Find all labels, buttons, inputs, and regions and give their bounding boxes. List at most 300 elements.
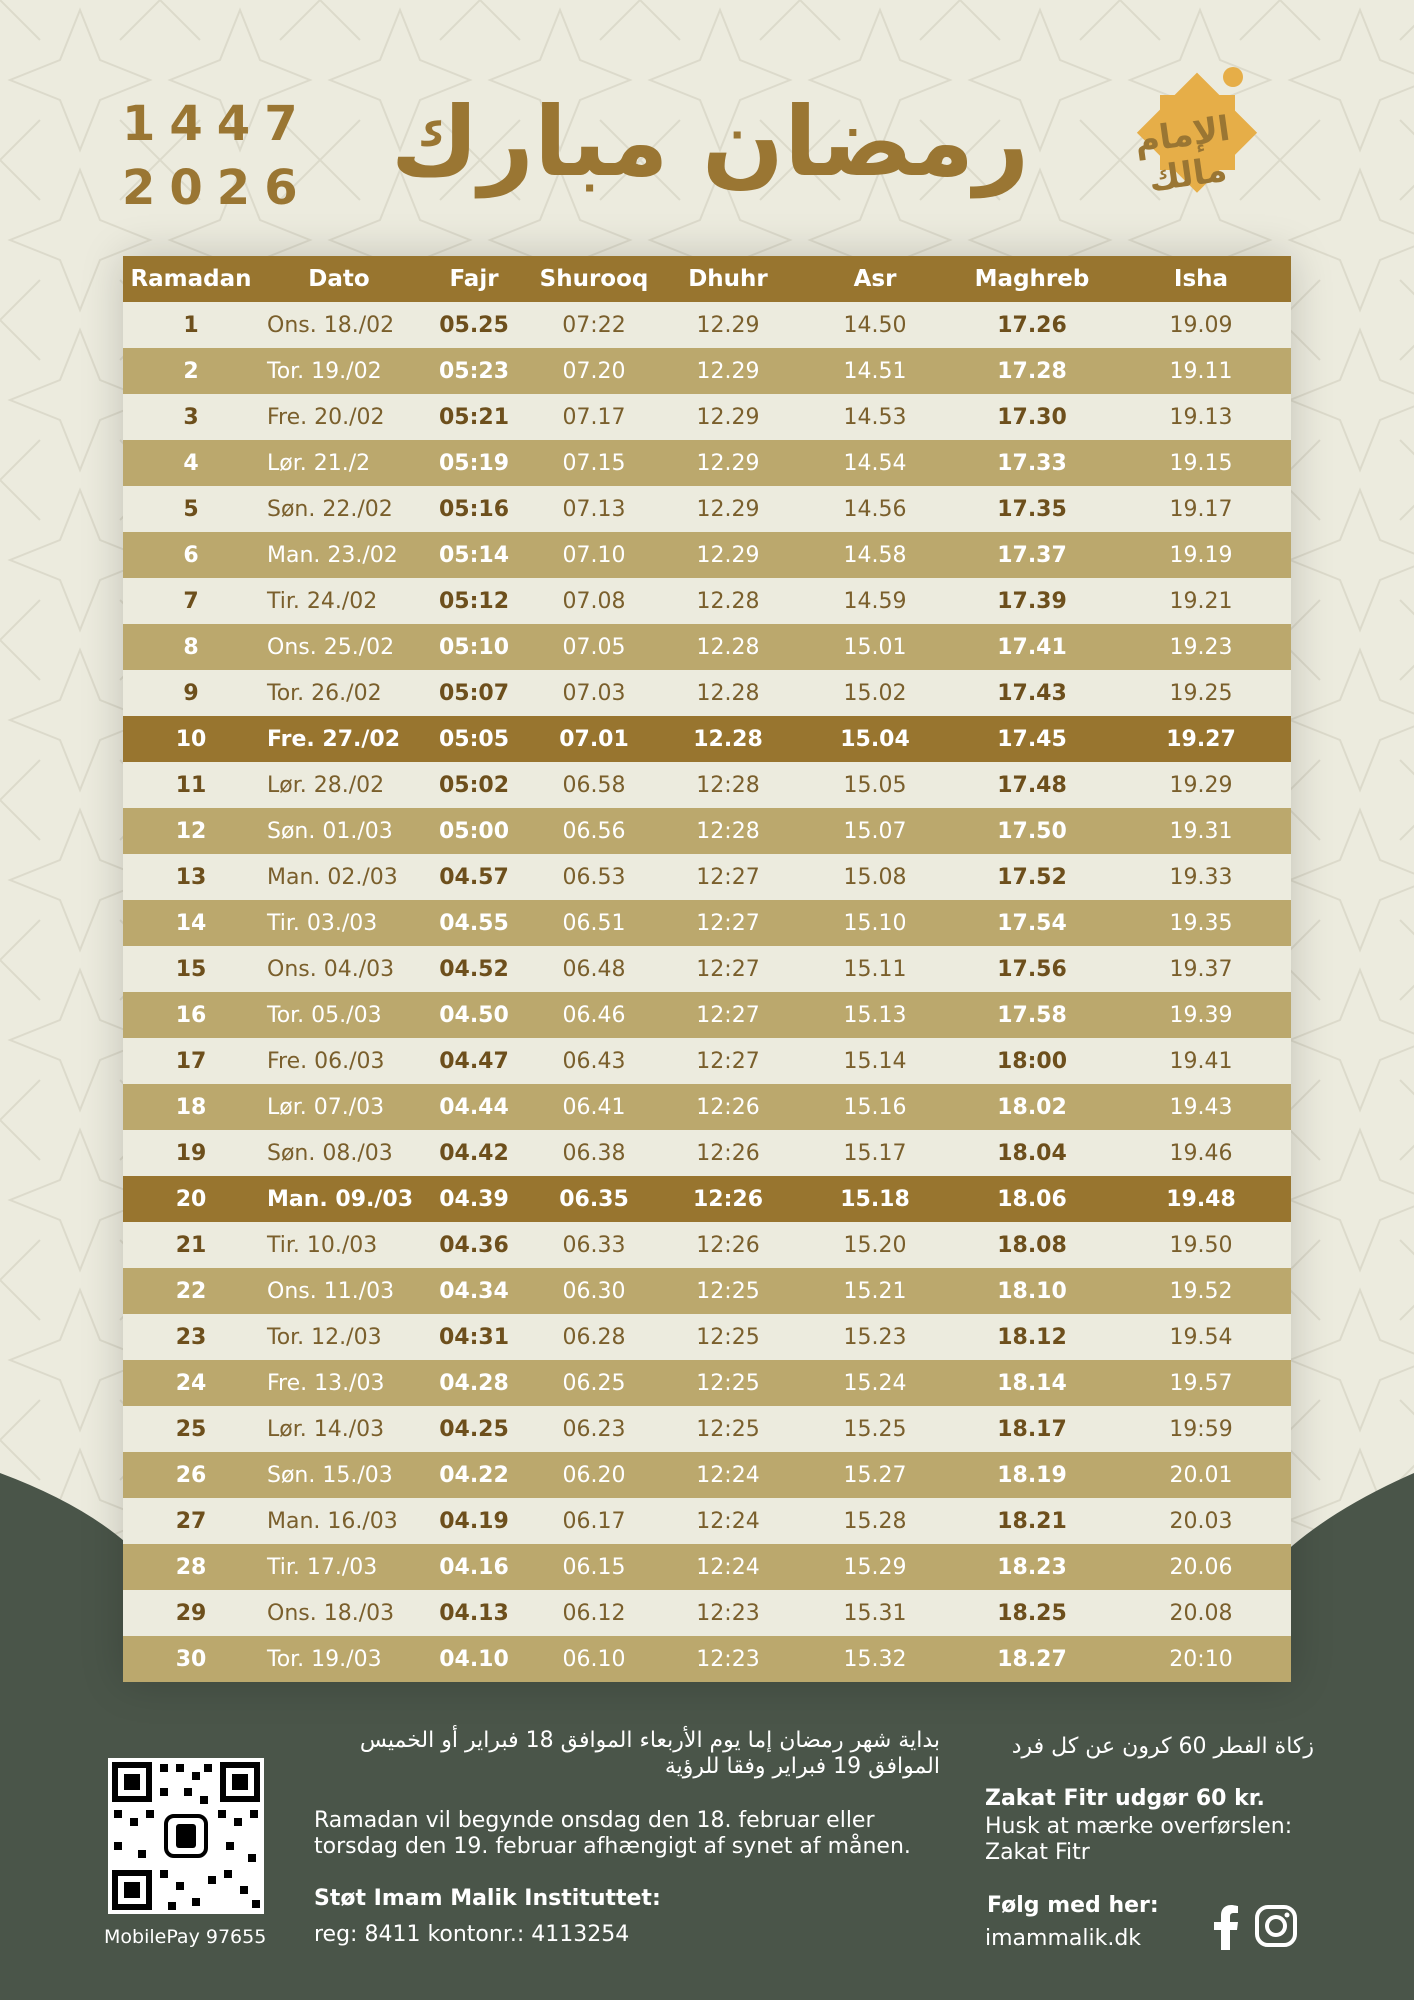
cell-day: 15 [123,946,259,992]
cell-shurooq: 06.35 [529,1176,659,1222]
cell-fajr: 04.13 [419,1590,529,1636]
cell-maghreb: 18.23 [953,1544,1111,1590]
cell-maghreb: 17.26 [953,302,1111,348]
cell-dhuhr: 12:27 [659,946,797,992]
cell-dhuhr: 12:28 [659,762,797,808]
cell-asr: 14.51 [797,348,953,394]
cell-day: 23 [123,1314,259,1360]
table-header-row [123,256,1291,302]
cell-asr: 15.27 [797,1452,953,1498]
zakat-title: Zakat Fitr udgør 60 kr. [985,1786,1265,1811]
cell-isha: 19.19 [1111,532,1291,578]
cell-asr: 15.14 [797,1038,953,1084]
cell-date: Søn. 01./03 [259,808,419,854]
cell-isha: 19.11 [1111,348,1291,394]
cell-shurooq: 06.23 [529,1406,659,1452]
table-row [123,946,1291,992]
cell-fajr: 04.10 [419,1636,529,1682]
cell-isha: 20.03 [1111,1498,1291,1544]
table-row [123,348,1291,394]
table-row [123,716,1291,762]
support-account: reg: 8411 kontonr.: 4113254 [314,1922,630,1947]
cell-asr: 15.28 [797,1498,953,1544]
cell-asr: 15.18 [797,1176,953,1222]
cell-day: 19 [123,1130,259,1176]
cell-shurooq: 06.48 [529,946,659,992]
cell-day: 29 [123,1590,259,1636]
cell-date: Søn. 22./02 [259,486,419,532]
table-row [123,1544,1291,1590]
cell-fajr: 04.44 [419,1084,529,1130]
cell-maghreb: 17.48 [953,762,1111,808]
cell-asr: 15.32 [797,1636,953,1682]
table-row [123,302,1291,348]
cell-date: Fre. 13./03 [259,1360,419,1406]
cell-asr: 15.23 [797,1314,953,1360]
cell-shurooq: 06.12 [529,1590,659,1636]
zakat-note: Husk at mærke overførslen: Zakat Fitr [985,1814,1293,1865]
cell-asr: 15.01 [797,624,953,670]
table-row [123,1498,1291,1544]
cell-maghreb: 17.39 [953,578,1111,624]
cell-fajr: 04.19 [419,1498,529,1544]
cell-fajr: 05:02 [419,762,529,808]
cell-asr: 14.56 [797,486,953,532]
cell-maghreb: 18.04 [953,1130,1111,1176]
cell-day: 3 [123,394,259,440]
imam-malik-logo [1095,55,1275,205]
cell-dhuhr: 12.28 [659,670,797,716]
cell-fajr: 04.25 [419,1406,529,1452]
cell-date: Tir. 17./03 [259,1544,419,1590]
cell-day: 28 [123,1544,259,1590]
cell-isha: 19.43 [1111,1084,1291,1130]
cell-fajr: 04.36 [419,1222,529,1268]
cell-date: Lør. 21./2 [259,440,419,486]
cell-dhuhr: 12:28 [659,808,797,854]
cell-date: Søn. 15./03 [259,1452,419,1498]
cell-date: Man. 09./03 [259,1176,419,1222]
cell-maghreb: 17.28 [953,348,1111,394]
cell-isha: 19.17 [1111,486,1291,532]
cell-dhuhr: 12:25 [659,1268,797,1314]
cell-maghreb: 17.33 [953,440,1111,486]
table-row [123,762,1291,808]
cell-shurooq: 06.28 [529,1314,659,1360]
cell-day: 14 [123,900,259,946]
cell-isha: 19.33 [1111,854,1291,900]
cell-fajr: 05:00 [419,808,529,854]
cell-asr: 14.53 [797,394,953,440]
cell-shurooq: 07.20 [529,348,659,394]
cell-asr: 14.59 [797,578,953,624]
cell-dhuhr: 12:27 [659,854,797,900]
cell-isha: 19.13 [1111,394,1291,440]
cell-day: 8 [123,624,259,670]
year-gregorian: 2026 [122,160,312,216]
cell-day: 30 [123,1636,259,1682]
cell-dhuhr: 12.29 [659,394,797,440]
cell-day: 27 [123,1498,259,1544]
table-row [123,1314,1291,1360]
cell-dhuhr: 12.28 [659,578,797,624]
header-shurooq: Shurooq [529,256,659,302]
table-row [123,1084,1291,1130]
cell-shurooq: 07.03 [529,670,659,716]
cell-dhuhr: 12:23 [659,1636,797,1682]
cell-asr: 15.24 [797,1360,953,1406]
cell-day: 24 [123,1360,259,1406]
cell-maghreb: 17.41 [953,624,1111,670]
cell-fajr: 04.42 [419,1130,529,1176]
cell-shurooq: 07.05 [529,624,659,670]
cell-day: 13 [123,854,259,900]
facebook-icon[interactable] [1212,1904,1240,1950]
cell-day: 17 [123,1038,259,1084]
cell-asr: 15.16 [797,1084,953,1130]
header-maghreb: Maghreb [953,256,1111,302]
cell-fajr: 04.16 [419,1544,529,1590]
cell-asr: 15.31 [797,1590,953,1636]
cell-day: 9 [123,670,259,716]
cell-fajr: 04.50 [419,992,529,1038]
cell-fajr: 04:31 [419,1314,529,1360]
cell-asr: 15.17 [797,1130,953,1176]
cell-dhuhr: 12:26 [659,1222,797,1268]
cell-maghreb: 18.27 [953,1636,1111,1682]
cell-isha: 20.08 [1111,1590,1291,1636]
table-row [123,578,1291,624]
table-row [123,1452,1291,1498]
cell-shurooq: 07.10 [529,532,659,578]
header-dato: Dato [259,256,419,302]
cell-dhuhr: 12:25 [659,1406,797,1452]
cell-isha: 19.31 [1111,808,1291,854]
zakat-arabic: زكاة الفطر 60 كرون عن كل فرد [1011,1734,1314,1759]
cell-day: 2 [123,348,259,394]
cell-maghreb: 18.17 [953,1406,1111,1452]
cell-date: Man. 23./02 [259,532,419,578]
cell-dhuhr: 12:27 [659,1038,797,1084]
cell-day: 18 [123,1084,259,1130]
cell-date: Fre. 20./02 [259,394,419,440]
cell-shurooq: 06.41 [529,1084,659,1130]
cell-fajr: 04.57 [419,854,529,900]
cell-date: Ons. 25./02 [259,624,419,670]
cell-fajr: 05:16 [419,486,529,532]
cell-isha: 19.25 [1111,670,1291,716]
mobilepay-qr-code[interactable] [108,1758,264,1914]
cell-day: 26 [123,1452,259,1498]
cell-shurooq: 06.38 [529,1130,659,1176]
arabic-start-text: بداية شهر رمضان إما يوم الأربعاء الموافق 18 فبراير أو الخميس الموافق 19 فبراير وفقا للرؤية [359,1728,940,1779]
table-row [123,532,1291,578]
table-row [123,1360,1291,1406]
cell-asr: 15.20 [797,1222,953,1268]
cell-date: Tor. 12./03 [259,1314,419,1360]
cell-maghreb: 18.14 [953,1360,1111,1406]
cell-dhuhr: 12:25 [659,1314,797,1360]
instagram-icon[interactable] [1254,1904,1298,1948]
cell-shurooq: 06.46 [529,992,659,1038]
table-row [123,854,1291,900]
cell-shurooq: 06.51 [529,900,659,946]
cell-shurooq: 07.01 [529,716,659,762]
cell-fajr: 05:14 [419,532,529,578]
cell-isha: 19.52 [1111,1268,1291,1314]
cell-shurooq: 06.58 [529,762,659,808]
cell-day: 7 [123,578,259,624]
cell-dhuhr: 12:25 [659,1360,797,1406]
cell-isha: 19.46 [1111,1130,1291,1176]
cell-fajr: 05:12 [419,578,529,624]
cell-isha: 19.23 [1111,624,1291,670]
cell-asr: 14.50 [797,302,953,348]
cell-dhuhr: 12:24 [659,1544,797,1590]
cell-fajr: 05.25 [419,302,529,348]
header-isha: Isha [1111,256,1291,302]
ramadan-mubarak-calligraphy [390,50,1030,230]
cell-day: 5 [123,486,259,532]
cell-maghreb: 17.45 [953,716,1111,762]
cell-shurooq: 07.08 [529,578,659,624]
cell-maghreb: 17.52 [953,854,1111,900]
mobilepay-number: MobilePay 97655 [104,1926,267,1948]
header-dhuhr: Dhuhr [659,256,797,302]
cell-dhuhr: 12.29 [659,532,797,578]
cell-shurooq: 07.17 [529,394,659,440]
cell-day: 1 [123,302,259,348]
cell-fajr: 05:21 [419,394,529,440]
cell-asr: 15.04 [797,716,953,762]
cell-date: Tor. 26./02 [259,670,419,716]
cell-shurooq: 06.15 [529,1544,659,1590]
cell-isha: 19.41 [1111,1038,1291,1084]
cell-asr: 15.13 [797,992,953,1038]
cell-isha: 20.06 [1111,1544,1291,1590]
cell-dhuhr: 12.28 [659,624,797,670]
cell-maghreb: 18:00 [953,1038,1111,1084]
cell-asr: 15.29 [797,1544,953,1590]
prayer-timetable [123,256,1291,1682]
cell-isha: 19:59 [1111,1406,1291,1452]
cell-day: 11 [123,762,259,808]
cell-maghreb: 17.58 [953,992,1111,1038]
cell-date: Ons. 18./03 [259,1590,419,1636]
cell-dhuhr: 12.29 [659,302,797,348]
cell-date: Tir. 24./02 [259,578,419,624]
cell-maghreb: 18.06 [953,1176,1111,1222]
cell-isha: 19.37 [1111,946,1291,992]
cell-day: 12 [123,808,259,854]
cell-maghreb: 18.08 [953,1222,1111,1268]
cell-asr: 15.25 [797,1406,953,1452]
cell-maghreb: 17.30 [953,394,1111,440]
cell-dhuhr: 12:26 [659,1084,797,1130]
cell-isha: 19.57 [1111,1360,1291,1406]
header-fajr: Fajr [419,256,529,302]
cell-asr: 15.10 [797,900,953,946]
cell-shurooq: 07:22 [529,302,659,348]
cell-dhuhr: 12.29 [659,440,797,486]
cell-date: Tir. 10./03 [259,1222,419,1268]
cell-fajr: 04.34 [419,1268,529,1314]
cell-day: 22 [123,1268,259,1314]
cell-isha: 19.48 [1111,1176,1291,1222]
cell-shurooq: 06.17 [529,1498,659,1544]
cell-shurooq: 06.33 [529,1222,659,1268]
cell-maghreb: 17.43 [953,670,1111,716]
cell-shurooq: 06.25 [529,1360,659,1406]
cell-date: Tor. 05./03 [259,992,419,1038]
cell-maghreb: 18.19 [953,1452,1111,1498]
cell-fajr: 05:23 [419,348,529,394]
cell-maghreb: 17.37 [953,532,1111,578]
cell-date: Søn. 08./03 [259,1130,419,1176]
cell-date: Man. 02./03 [259,854,419,900]
table-row [123,1406,1291,1452]
header-asr: Asr [797,256,953,302]
cell-asr: 14.54 [797,440,953,486]
table-row [123,670,1291,716]
cell-isha: 19.15 [1111,440,1291,486]
cell-fajr: 05:10 [419,624,529,670]
cell-dhuhr: 12:27 [659,900,797,946]
cell-fajr: 04.52 [419,946,529,992]
cell-maghreb: 17.56 [953,946,1111,992]
cell-dhuhr: 12.28 [659,716,797,762]
cell-isha: 19.54 [1111,1314,1291,1360]
cell-maghreb: 17.35 [953,486,1111,532]
table-row [123,394,1291,440]
cell-shurooq: 06.53 [529,854,659,900]
cell-day: 10 [123,716,259,762]
cell-fajr: 04.55 [419,900,529,946]
table-row [123,1038,1291,1084]
cell-shurooq: 06.10 [529,1636,659,1682]
cell-fajr: 04.22 [419,1452,529,1498]
cell-dhuhr: 12:24 [659,1452,797,1498]
table-row [123,992,1291,1038]
year-block [122,92,312,220]
danish-start-text: Ramadan vil begynde onsdag den 18. februar eller torsdag den 19. februar afhængigt af synet af månen. [314,1808,911,1859]
table-row [123,1268,1291,1314]
cell-day: 16 [123,992,259,1038]
header-ramadan: Ramadan [123,256,259,302]
cell-date: Ons. 11./03 [259,1268,419,1314]
cell-asr: 15.07 [797,808,953,854]
calligraphy-text: رمضان مبارك [390,86,1030,198]
table-row [123,1636,1291,1682]
cell-isha: 19.27 [1111,716,1291,762]
cell-date: Tor. 19./02 [259,348,419,394]
cell-dhuhr: 12.29 [659,486,797,532]
cell-date: Tir. 03./03 [259,900,419,946]
cell-asr: 15.11 [797,946,953,992]
cell-isha: 20.01 [1111,1452,1291,1498]
year-hijri: 1447 [122,96,312,152]
cell-day: 4 [123,440,259,486]
cell-day: 6 [123,532,259,578]
cell-date: Lør. 28./02 [259,762,419,808]
cell-shurooq: 07.15 [529,440,659,486]
cell-shurooq: 06.20 [529,1452,659,1498]
cell-fajr: 05:05 [419,716,529,762]
cell-shurooq: 07.13 [529,486,659,532]
cell-maghreb: 17.54 [953,900,1111,946]
cell-asr: 15.08 [797,854,953,900]
table-row [123,1590,1291,1636]
table-row [123,1130,1291,1176]
cell-day: 20 [123,1176,259,1222]
table-row [123,624,1291,670]
follow-title: Følg med her: [987,1893,1159,1918]
qr-code-icon [108,1758,264,1914]
cell-maghreb: 18.21 [953,1498,1111,1544]
cell-maghreb: 18.25 [953,1590,1111,1636]
cell-date: Lør. 14./03 [259,1406,419,1452]
cell-dhuhr: 12.29 [659,348,797,394]
support-title: Støt Imam Malik Instituttet: [314,1886,661,1911]
cell-date: Tor. 19./03 [259,1636,419,1682]
cell-fajr: 05:19 [419,440,529,486]
cell-isha: 19.29 [1111,762,1291,808]
website-link[interactable]: imammalik.dk [985,1926,1142,1951]
cell-maghreb: 18.12 [953,1314,1111,1360]
cell-asr: 15.05 [797,762,953,808]
cell-date: Man. 16./03 [259,1498,419,1544]
cell-shurooq: 06.43 [529,1038,659,1084]
table-row [123,808,1291,854]
cell-isha: 20:10 [1111,1636,1291,1682]
cell-date: Ons. 04./03 [259,946,419,992]
cell-fajr: 05:07 [419,670,529,716]
cell-asr: 15.02 [797,670,953,716]
cell-dhuhr: 12:26 [659,1176,797,1222]
cell-date: Lør. 07./03 [259,1084,419,1130]
cell-maghreb: 18.02 [953,1084,1111,1130]
table-row [123,440,1291,486]
table-row [123,486,1291,532]
cell-isha: 19.39 [1111,992,1291,1038]
table-row [123,1222,1291,1268]
cell-isha: 19.09 [1111,302,1291,348]
table-row [123,900,1291,946]
cell-fajr: 04.47 [419,1038,529,1084]
cell-dhuhr: 12:26 [659,1130,797,1176]
cell-asr: 14.58 [797,532,953,578]
cell-fajr: 04.28 [419,1360,529,1406]
cell-day: 21 [123,1222,259,1268]
cell-date: Ons. 18./02 [259,302,419,348]
cell-isha: 19.21 [1111,578,1291,624]
cell-dhuhr: 12:24 [659,1498,797,1544]
table-row [123,1176,1291,1222]
cell-date: Fre. 06./03 [259,1038,419,1084]
cell-shurooq: 06.30 [529,1268,659,1314]
cell-isha: 19.35 [1111,900,1291,946]
cell-fajr: 04.39 [419,1176,529,1222]
cell-maghreb: 17.50 [953,808,1111,854]
cell-shurooq: 06.56 [529,808,659,854]
cell-dhuhr: 12:23 [659,1590,797,1636]
cell-date: Fre. 27./02 [259,716,419,762]
cell-isha: 19.50 [1111,1222,1291,1268]
logo-text: الإمام مالك [1132,108,1233,201]
cell-day: 25 [123,1406,259,1452]
cell-dhuhr: 12:27 [659,992,797,1038]
cell-asr: 15.21 [797,1268,953,1314]
